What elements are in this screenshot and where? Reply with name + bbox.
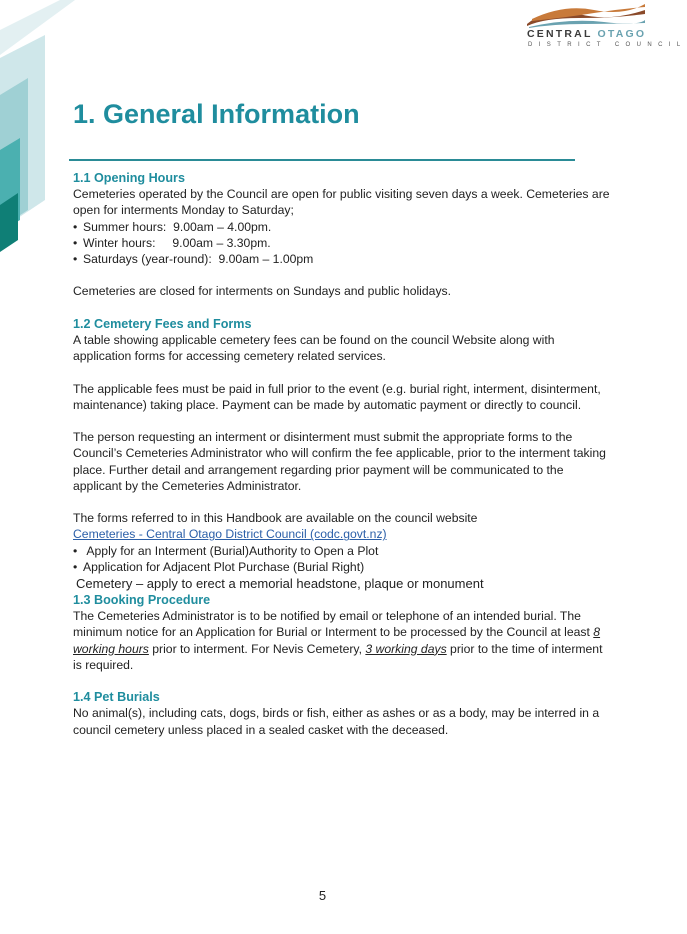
closed-note: Cemeteries are closed for interments on Sundays and public holidays. bbox=[73, 284, 452, 299]
fees-paragraph-2: The applicable fees must be paid in full prior to the event (e.g. burial right, interment, disinterment, maintenance) taking place. Payment can be made by automatic payment or directly to council. bbox=[73, 381, 601, 412]
opening-hours-paragraph: Cemeteries operated by the Council are open for public visiting seven days a week. Cemeteries are open for interments Monday to Saturday; bbox=[73, 187, 610, 218]
hours-item-winter: • Winter hours: 9.00am – 3.30pm. bbox=[73, 235, 613, 251]
fees-paragraph-3: The person requesting an interment or disinterment must submit the appropriate forms to the Council’s Cemeteries Administrator who will confirm the fee applicable, prior to the interment taking place. Further detail and arrangement regarding prior payment will be communicated to the applicant by the Cemeteries Administrator. bbox=[73, 430, 606, 493]
forms-intro: The forms referred to in this Handbook are available on the council website bbox=[73, 511, 478, 526]
nevis-days-emphasis: 3 working days bbox=[365, 641, 447, 656]
logo-mountains-graphic bbox=[524, 0, 645, 28]
headstone-note: Cemetery – apply to erect a memorial headstone, plaque or monument bbox=[76, 576, 484, 591]
form-item-adjacent-plot: • Application for Adjacent Plot Purchase (Burial Right) bbox=[73, 559, 613, 575]
booking-paragraph: The Cemeteries Administrator is to be notified by email or telephone of an intended burial. The minimum notice for an Application for Burial or Interment to be processed by the Council at least 8 working hours prior to interment. For Nevis Cemetery, 3 working days prior to the time of interment is required. bbox=[73, 609, 603, 672]
notice-hours-emphasis: 8 working hours bbox=[73, 625, 601, 656]
heading-pet-burials: 1.4 Pet Burials bbox=[73, 690, 160, 705]
heading-booking: 1.3 Booking Procedure bbox=[73, 593, 211, 607]
page-number: 5 bbox=[318, 888, 327, 903]
hours-item-saturdays: • Saturdays (year-round): 9.00am – 1.00pm bbox=[73, 251, 613, 267]
fees-paragraph-1: A table showing applicable cemetery fees can be found on the council Website along with application forms for accessing cemetery related services. bbox=[73, 333, 555, 364]
cemeteries-website-link[interactable]: Cemeteries - Central Otago District Council (codc.govt.nz) bbox=[73, 527, 387, 542]
logo-subline: DISTRICT COUNCIL bbox=[528, 42, 687, 48]
page-body bbox=[73, 170, 613, 738]
form-item-interment: • Apply for an Interment (Burial)Authority to Open a Plot bbox=[73, 543, 613, 559]
pet-burials-paragraph: No animal(s), including cats, dogs, birds or fish, either as ashes or as a body, may be interred in a council cemetery unless placed in a sealed casket with the deceased. bbox=[73, 706, 600, 737]
heading-opening-hours: 1.1 Opening Hours bbox=[73, 171, 185, 185]
logo-wordmark: CENTRAL OTAGO bbox=[527, 28, 647, 40]
hours-item-summer: • Summer hours: 9.00am – 4.00pm. bbox=[73, 219, 613, 235]
corner-stripes-decoration bbox=[0, 0, 80, 260]
heading-fees-forms: 1.2 Cemetery Fees and Forms bbox=[73, 316, 252, 331]
section-title: 1. General Information bbox=[73, 99, 360, 129]
title-underline bbox=[69, 159, 575, 161]
